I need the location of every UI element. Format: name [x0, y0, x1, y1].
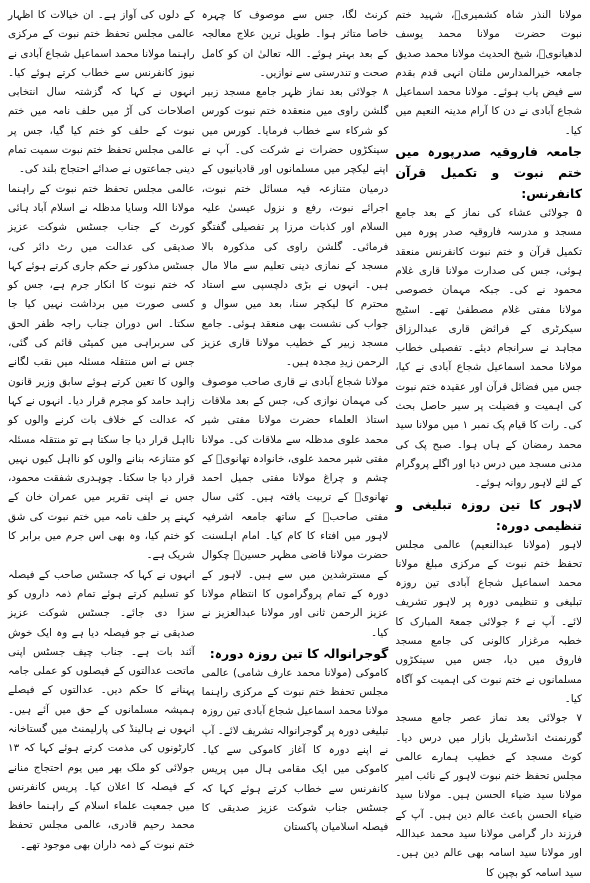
column-left [7, 6, 195, 851]
article-paragraph: ۵ جولائی عشاء کی نماز کے بعد جامع مسجد و مدرسہ فاروقیہ صدر پورہ میں تکمیل قرآن و ختم نبوت کانفرنس منعقد ہوئی، جس کی صدارت مولانا قاری غلام محمود نے کی۔ جبکہ مہمان خصوصی مولانا مفتی غلام مصطفیٰ تھے۔ اسٹیج سیکرٹری کے فرائض قاری عبدالرزاق مجاہد نے سرانجام دیئے۔ تفصیلی خطاب مولانا محمد اسماعیل شجاع آبادی نے کیا، جس میں فضائل قرآن اور عقیدہ ختم نبوت کی اہمیت و فضیلت پر سیر حاصل بحث کی۔ رات کا قیام پک نمبر ۱ میں مولانا سید محمد رمضان کے ہاں ہوا۔ صبح پک کی مدنی مسجد میں درس دیا اور اگلے پروگرام کے لئے لاہور روانہ ہوئے۔ [395, 207, 582, 490]
article-paragraph: مولانا شجاع آبادی نے قاری صاحب موصوف کی مہمان نوازی کی، جس کے بعد ملاقات استاذ العلماء حضرت مولانا مفتی شیر محمد علوی مدظلہ سے ملاقات کی۔ مولانا مفتی شیر محمد علوی، خانوادہ تھانویؒ کے چشم و چراغ مولانا مفتی جمیل احمد تھانویؒ کے تربیت یافتہ ہیں۔ کئی سال مفتی صاحبؒ کے ساتھ جامعہ اشرفیہ لاہور میں افتاء کا کام کیا۔ امام اہلسنت حضرت مولانا قاضی مظہر حسینؒ چکوال کے مسترشدین میں سے ہیں۔ لاہور کے دورہ کے تمام پروگراموں کا انتظام مولانا عزیز الرحمن ثانی اور مولانا عبدالعزیز نے کیا۔ [201, 375, 389, 639]
article-paragraph: کرنٹ لگا، جس سے موصوف کا چہرہ خاصا متاثر ہوا۔ طویل ترین علاج معالجہ کے بعد بہتر ہوئے۔ اللہ تعالیٰ ان کو کامل صحت و تندرستی سے نوازیں۔ [201, 9, 389, 79]
article-paragraph: عالمی مجلس تحفظ ختم نبوت کے راہنما مولانا اللہ وسایا مدظلہ نے اسلام آباد ہائی کورٹ کے جناب جسٹس شوکت عزیز صدیقی کی عدالت میں رٹ دائر کی، جسٹس مذکور نے حکم جاری کرتے ہوئے کہا کہ ختم نبوت کا انکار جرم ہے، جس کو کسی صورت میں برداشت نہیں کیا جا سکتا۔ اس دوران جناب راجہ ظفر الحق کی سربراہی میں کمیٹی قائم کی گئی، جس نے اس منتقلہ مسئلہ میں نقب لگانے والوں کا تعین کرتے ہوئے سابق وزیر قانون زاہد حامد کو مجرم قرار دیا۔ انہوں نے کہا کہ عدالت کے خلاف بات کرنے والوں کو نااہل قرار دیا جا سکتا ہے تو منتقلہ مسئلہ کو متنازعہ بنانے والوں کو نااہل کیوں نہیں قرار دیا جا سکتا۔ چوہدری شفقت محمود، جس نے اپنی تقریر میں عمران خان کے کہنے پر حلف نامہ میں ختم نبوت کی شق کو ختم کیا، وہ بھی اس جرم میں برابر کا شریک ہے۔ [7, 182, 195, 562]
article-paragraph: مولانا النذر شاہ کشمیریؒ، شہید ختم نبوت حضرت مولانا محمد یوسف لدھیانویؒ، شیخ الحدیث مولانا محمد صدیق جامعہ خیرالمدارس ملتان انہی قدم بقدم سے فیض یاب ہوئے۔ مولانا محمد اسماعیل شجاع آبادی نے دن کا آرام مدینہ النعیم میں کیا۔ [395, 9, 582, 137]
article-paragraph: ۸ جولائی بعد نماز ظہر جامع مسجد زبیر گلشن راوی میں منعقدہ ختم نبوت کورس کو شرکاء سے خطاب فرمایا۔ کورس میں سینکڑوں حضرات نے شرکت کی۔ آپ نے اپنے لیکچر میں مسلمانوں اور قادیانیوں کے درمیان متنازعہ فیہ مسائل ختم نبوت، اجرائے نبوت، رفع و نزول عیسیٰ علیہ السلام اور کذبات مرزا پر تفصیلی گفتگو فرمائی۔ گلشن راوی کی مذکورہ بالا مسجد کے نمازی دینی تعلیم سے مالا مال ہیں۔ انہوں نے بڑی دلچسپی سے استاد محترم کا لیکچر سنا، بعد میں سوال و جواب کی نشست بھی منعقد ہوئی۔ جامع مسجد زبیر کے خطیب مولانا قاری عزیز الرحمن زیدِ مجدہ ہیں۔ [201, 86, 389, 369]
article-paragraph: ۷ جولائی بعد نماز عصر جامع مسجد گورنمنٹ انڈسٹریل بازار میں درس دیا۔ کوٹ مسجد کے خطیب ہمارے عالمی مجلس تحفظ ختم نبوت لاہور کے نائب امیر مولانا سید ضیاء الحسن ہیں۔ مولانا سید ضیاء الحسن باعث عالم دین ہیں۔ آپ کے فرزند دار گرامی مولانا سید محمد عبداللہ اور مولانا سید اسامہ بھی عالم دین ہیں۔ سید اسامہ کو بچپن کا [395, 712, 582, 879]
section-heading: لاہور کا تین روزہ تبلیغی و تنظیمی دورہ: [395, 496, 582, 533]
section-heading: جامعہ فاروقیہ صدرپورہ میں ختم نبوت و تکمیل قرآن کانفرنس: [395, 144, 582, 202]
column-middle [201, 6, 389, 834]
article-paragraph: کاموکی (مولانا محمد عارف شامی) عالمی مجلس تحفظ ختم نبوت کے مرکزی راہنما مولانا محمد اسماعیل شجاع آبادی تین روزہ تبلیغی دورہ پر گوجرانوالہ تشریف لائے۔ آپ نے اپنے دورہ کا آغاز کاموکی سے کیا۔ کاموکی میں ایک مقامی ہال میں پریس کانفرنس سے خطاب کرتے ہوئے کہا کہ جسٹس جناب شوکت عزیز صدیقی کا فیصلہ اسلامیان پاکستان [201, 666, 389, 834]
article-paragraph: لاہور (مولانا عبدالنعیم) عالمی مجلس تحفظ ختم نبوت کے مرکزی مبلغ مولانا محمد اسماعیل شجاع آبادی تین روزہ تبلیغی و تنظیمی دورہ پر لاہور تشریف لائے۔ آپ نے ۶ جولائی جمعۃ المبارک کا خطبہ مرغزار کالونی کی جامع مسجد فاروق میں دیا، جس میں سینکڑوں مسلمانوں نے ختم نبوت کی اہمیت کو آگاہ کیا۔ [395, 538, 582, 705]
column-right [395, 6, 582, 879]
article-paragraph: انہوں نے کہا کہ جسٹس صاحب کے فیصلہ کو تسلیم کرتے ہوئے تمام ذمہ داروں کو سزا دی جائے۔ جسٹس شوکت عزیز صدیقی نے جو فیصلہ دیا ہے وہ ایک خوش آئند بات ہے۔ جناب چیف جسٹس اپنی ماتحت عدالتوں کے فیصلوں کو عملی جامہ پہنانے کا حکم دیں۔ عدالتوں کے فیصلے ہمیشہ مسلمانوں کے حق میں آئے ہیں۔ انہوں نے ہالینڈ کی پارلیمنٹ میں گستاخانہ کارٹونوں کی مذمت کرتے ہوئے کہا کہ ۱۳ جولائی کو ملک بھر میں یوم احتجاج منانے کے فیصلہ کا اعلان کیا۔ پریس کانفرنس میں جمعیت علماء اسلام کے راہنما حافظ محمد رحیم قادری، عالمی مجلس تحفظ ختم نبوت کے ذمہ داران بھی موجود تھے۔ [7, 568, 195, 851]
section-heading: گوجرانوالہ کا تین روزہ دورہ: [209, 645, 389, 661]
article-paragraph: کے دلوں کی آواز ہے۔ ان خیالات کا اظہار عالمی مجلس تحفظ ختم نبوت کے مرکزی راہنما مولانا محمد اسماعیل شجاع آبادی نے نیوز کانفرنس سے خطاب کرتے ہوئے کیا۔ انہوں نے کہا کہ گزشتہ سال انتخابی اصلاحات کی آڑ میں حلف نامہ میں ختم نبوت کے حلف کو ختم کیا گیا، جس پر عالمی مجلس تحفظ ختم نبوت سمیت تمام دینی جماعتوں نے صدائے احتجاج بلند کی۔ [7, 9, 195, 176]
